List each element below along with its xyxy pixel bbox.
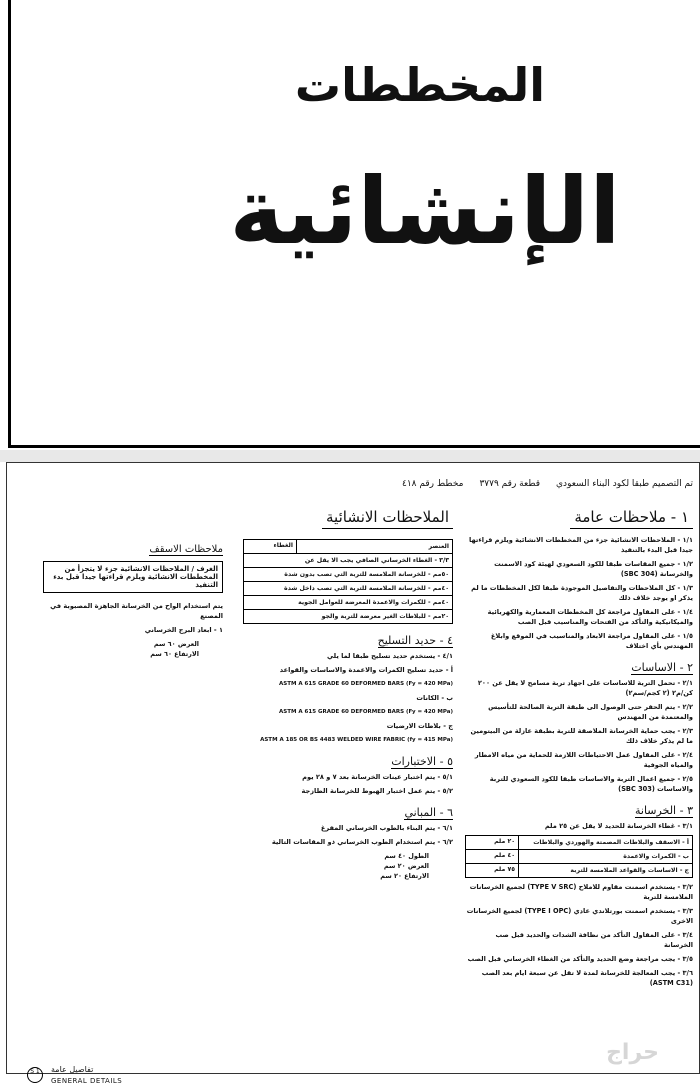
plan-number: مخطط رقم ٤١٨ xyxy=(402,479,464,489)
table-header-cell: الغطاء xyxy=(244,540,297,553)
dimension-line: الارتفاع ٢٠ سم xyxy=(380,872,429,880)
foundation-note: ٢/٢ - يتم الحفر حتى الوصول الى طبقة التربة الصالحة للتأسيس والمعتمدة من المهندس xyxy=(488,703,693,721)
block-dimensions xyxy=(243,851,429,881)
table-row xyxy=(244,540,452,553)
blocks-note: ٦/٢ - يتم استخدام الطوب الخرساني ذو المقاسات التالية xyxy=(271,838,453,846)
table-row xyxy=(244,553,452,567)
test-note: ٥/٢ - يتم عمل اختبار الهبوط للخرسانة الطازجة xyxy=(301,787,453,795)
concrete-note: ٣/٣ - يستخدم اسمنت بورتلاندي عادي (TYPE I OPC) لجميع الخرسانات الاخرى xyxy=(466,907,693,925)
cover-title-line1: المخططات xyxy=(294,58,546,112)
table-row xyxy=(466,863,692,877)
table-cell: أ - الاسقف والبلاطات المصمتة والهوردي والبلاطات xyxy=(533,839,689,846)
table-row xyxy=(244,567,452,581)
concrete-cover-table xyxy=(465,835,693,878)
foundation-note: ٢/١ - تحمل التربة للاساسات على اجهاد تربة مسامح لا يقل عن ٢٠٠ كن/م٢ (٢ كجم/سم٢) xyxy=(477,679,693,697)
table-header-cell: العنصر xyxy=(428,543,449,550)
blocks-title: ٦ - المباني xyxy=(404,806,453,819)
plot-number: قطعة رقم ٣٧٧٩ xyxy=(479,479,541,489)
reinforcement-note: أ - حديد تسليح الكمرات والاعمدة والاساسات والقواعد xyxy=(279,666,453,674)
table-row xyxy=(466,836,692,849)
table-cell: ب - الكمرات والاعمدة xyxy=(623,853,689,860)
foundation-note: ٢/٥ - جميع اعمال التربة والاساسات طبقا للكود السعودي للتربة والاساسات (SBC 303) xyxy=(489,775,693,793)
table-cell: ٢٠ ملم xyxy=(466,836,519,849)
dimension-line: الطول ٤٠ سم xyxy=(384,852,429,860)
cover-title-line2: الإنشائية xyxy=(229,158,621,265)
table-cell: ٢٠مم - للبلاطات الغير معرضة للتربة والجو xyxy=(321,613,449,620)
reinforcement-spec: ASTM A 615 GRADE 60 DEFORMED BARS (Fy = 420 MPa) xyxy=(279,709,453,715)
roof-dimensions xyxy=(43,639,199,659)
reinforcement-spec: ASTM A 185 OR BS 4483 WELDED WIRE FABRIC (fy = 415 MPa) xyxy=(260,737,453,743)
sheet-number: S 1 xyxy=(27,1067,43,1083)
table-row xyxy=(244,581,452,595)
general-note: ١/٣ - كل الملاحظات والتفاصيل الموجودة طبقا لكل المخططات ما لم يذكر او يوجد خلاف ذلك xyxy=(471,584,693,602)
concrete-note: ٣/٢ - يستخدم اسمنت مقاوم للاملاح (TYPE V SRC) لجميع الخرسانات الملامسة للتربة xyxy=(469,883,693,901)
general-note: ١/٢ - جميع المقاسات طبقا للكود السعودي لهيئة كود الاسمنت والخرسانة (SBC 304) xyxy=(494,560,693,578)
foundation-note: ٢/٤ - على المقاول عمل الاحتياطات اللازمة للحماية من مياه الامطار والمياه الجوفية xyxy=(474,751,693,769)
cover-table xyxy=(243,539,453,624)
roof-notes-column xyxy=(43,537,223,665)
concrete-intro: ٣/١ - غطاء الخرسانة للحديد لا يقل عن ٢٥ ملم xyxy=(544,822,693,830)
structural-notes-column xyxy=(243,507,453,887)
dimension-line: الارتفاع ٦٠ سم xyxy=(150,650,199,658)
table-cell: ٥٠مم - للخرسانة الملامسة للتربة التي تصب بدون شدة xyxy=(284,571,449,578)
dimension-line: العرض ٢٠ سم xyxy=(383,862,429,870)
table-cell: ٣/٣ - الغطاء الخرساني الصافي يجب الا يقل عن xyxy=(304,557,449,564)
table-cell: ٧٥ ملم xyxy=(466,864,519,877)
reinforcement-note: ٤/١ - يستخدم حديد تسليح طبقا لما يلي xyxy=(326,652,453,660)
reinforcement-note: ج - بلاطات الارضيات xyxy=(386,722,453,730)
cover-page xyxy=(0,0,700,450)
general-note: ١/٥ - على المقاول مراجعة الابعاد والمناسيب في الموقع وابلاغ المهندس بأي اختلاف xyxy=(490,632,693,650)
sheet-header xyxy=(402,479,693,489)
dimension-line: العرض ٦٠ سم xyxy=(153,640,199,648)
general-note: ١/١ - الملاحظات الانشائية جزء من المخططات الانشائية ويلزم قراءتها جيدا قبل البدء بالتنفيذ xyxy=(469,536,693,554)
concrete-note: ٣/٦ - يجب المعالجة للخرسانة لمدة لا تقل عن سبعة ايام بعد الصب (ASTM C31) xyxy=(481,969,693,987)
code-note: تم التصميم طبقا لكود البناء السعودي xyxy=(556,479,693,489)
concrete-title: ٣ - الخرسانة xyxy=(635,804,693,817)
general-notes-title: ١ - ملاحظات عامة xyxy=(570,508,693,529)
concrete-note: ٣/٥ - يجب مراجعة وضع الحديد والتأكد من الغطاء الخرساني قبل الصب xyxy=(467,955,693,963)
structural-notes-title: الملاحظات الانشائية xyxy=(322,508,453,529)
general-details-sheet xyxy=(6,462,700,1085)
table-row xyxy=(244,609,452,623)
roof-sub: ١ - ابعاد البرج الخرساني xyxy=(144,626,223,634)
sheet-title-en: GENERAL DETAILS xyxy=(51,1077,123,1085)
blocks-note: ٦/١ - يتم البناء بالطوب الخرساني المفرغ xyxy=(320,824,453,832)
table-row xyxy=(244,595,452,609)
foundation-note: ٢/٣ - يجب حماية الخرسانة الملاصقة للتربة بطبقة عازلة من البيتومين ما لم يذكر خلاف ذلك xyxy=(470,727,693,745)
table-cell: ٤٠مم - للخرسانة الملامسة للتربة التي تصب داخل شدة xyxy=(284,585,449,592)
test-note: ٥/١ - يتم اختبار عينات الخرسانة بعد ٧ و ٢٨ يوم xyxy=(302,773,453,781)
table-cell: ٤٠ ملم xyxy=(466,850,519,863)
tests-title: ٥ - الاختبارات xyxy=(391,755,453,768)
general-notes-column xyxy=(465,507,693,992)
sheet-title-ar: تفاصيل عامة xyxy=(51,1065,94,1074)
foundations-title: ٢ - الاساسات xyxy=(631,661,693,674)
roof-note: يتم استخدام الواح من الخرسانة الجاهزة المصبوبة في المصنع xyxy=(50,602,223,620)
reinforcement-note: ب - الكانات xyxy=(416,694,453,702)
roof-notes-box: الغرف / الملاحظات الانشائية جزء لا يتجزأ من المخططات الانشائية ويلزم قراءتها جيدا قبل بدء التنفيذ xyxy=(43,561,223,593)
concrete-note: ٣/٤ - على المقاول التأكد من نظافة الشدات والحديد قبل صب الخرسانة xyxy=(495,931,693,949)
general-note: ١/٤ - على المقاول مراجعة كل المخططات المعمارية والكهربائية والميكانيكية والتأكد من الفتحات والمناسيب قبل الصب xyxy=(487,608,693,626)
reinforcement-spec: ASTM A 615 GRADE 60 DEFORMED BARS (Fy = 420 MPa) xyxy=(279,681,453,687)
page-separator xyxy=(0,450,700,462)
table-cell: ٤٠مم - للكمرات والاعمدة المعرضة للعوامل الجوية xyxy=(298,599,449,606)
roof-notes-title: ملاحظات الاسقف xyxy=(149,544,223,555)
table-row xyxy=(466,849,692,863)
watermark: حراج xyxy=(606,1040,659,1065)
table-cell: ج - الاساسات والقواعد الملامسة للتربة xyxy=(570,867,689,874)
reinforcement-title: ٤ - حديد التسليح xyxy=(377,634,453,647)
